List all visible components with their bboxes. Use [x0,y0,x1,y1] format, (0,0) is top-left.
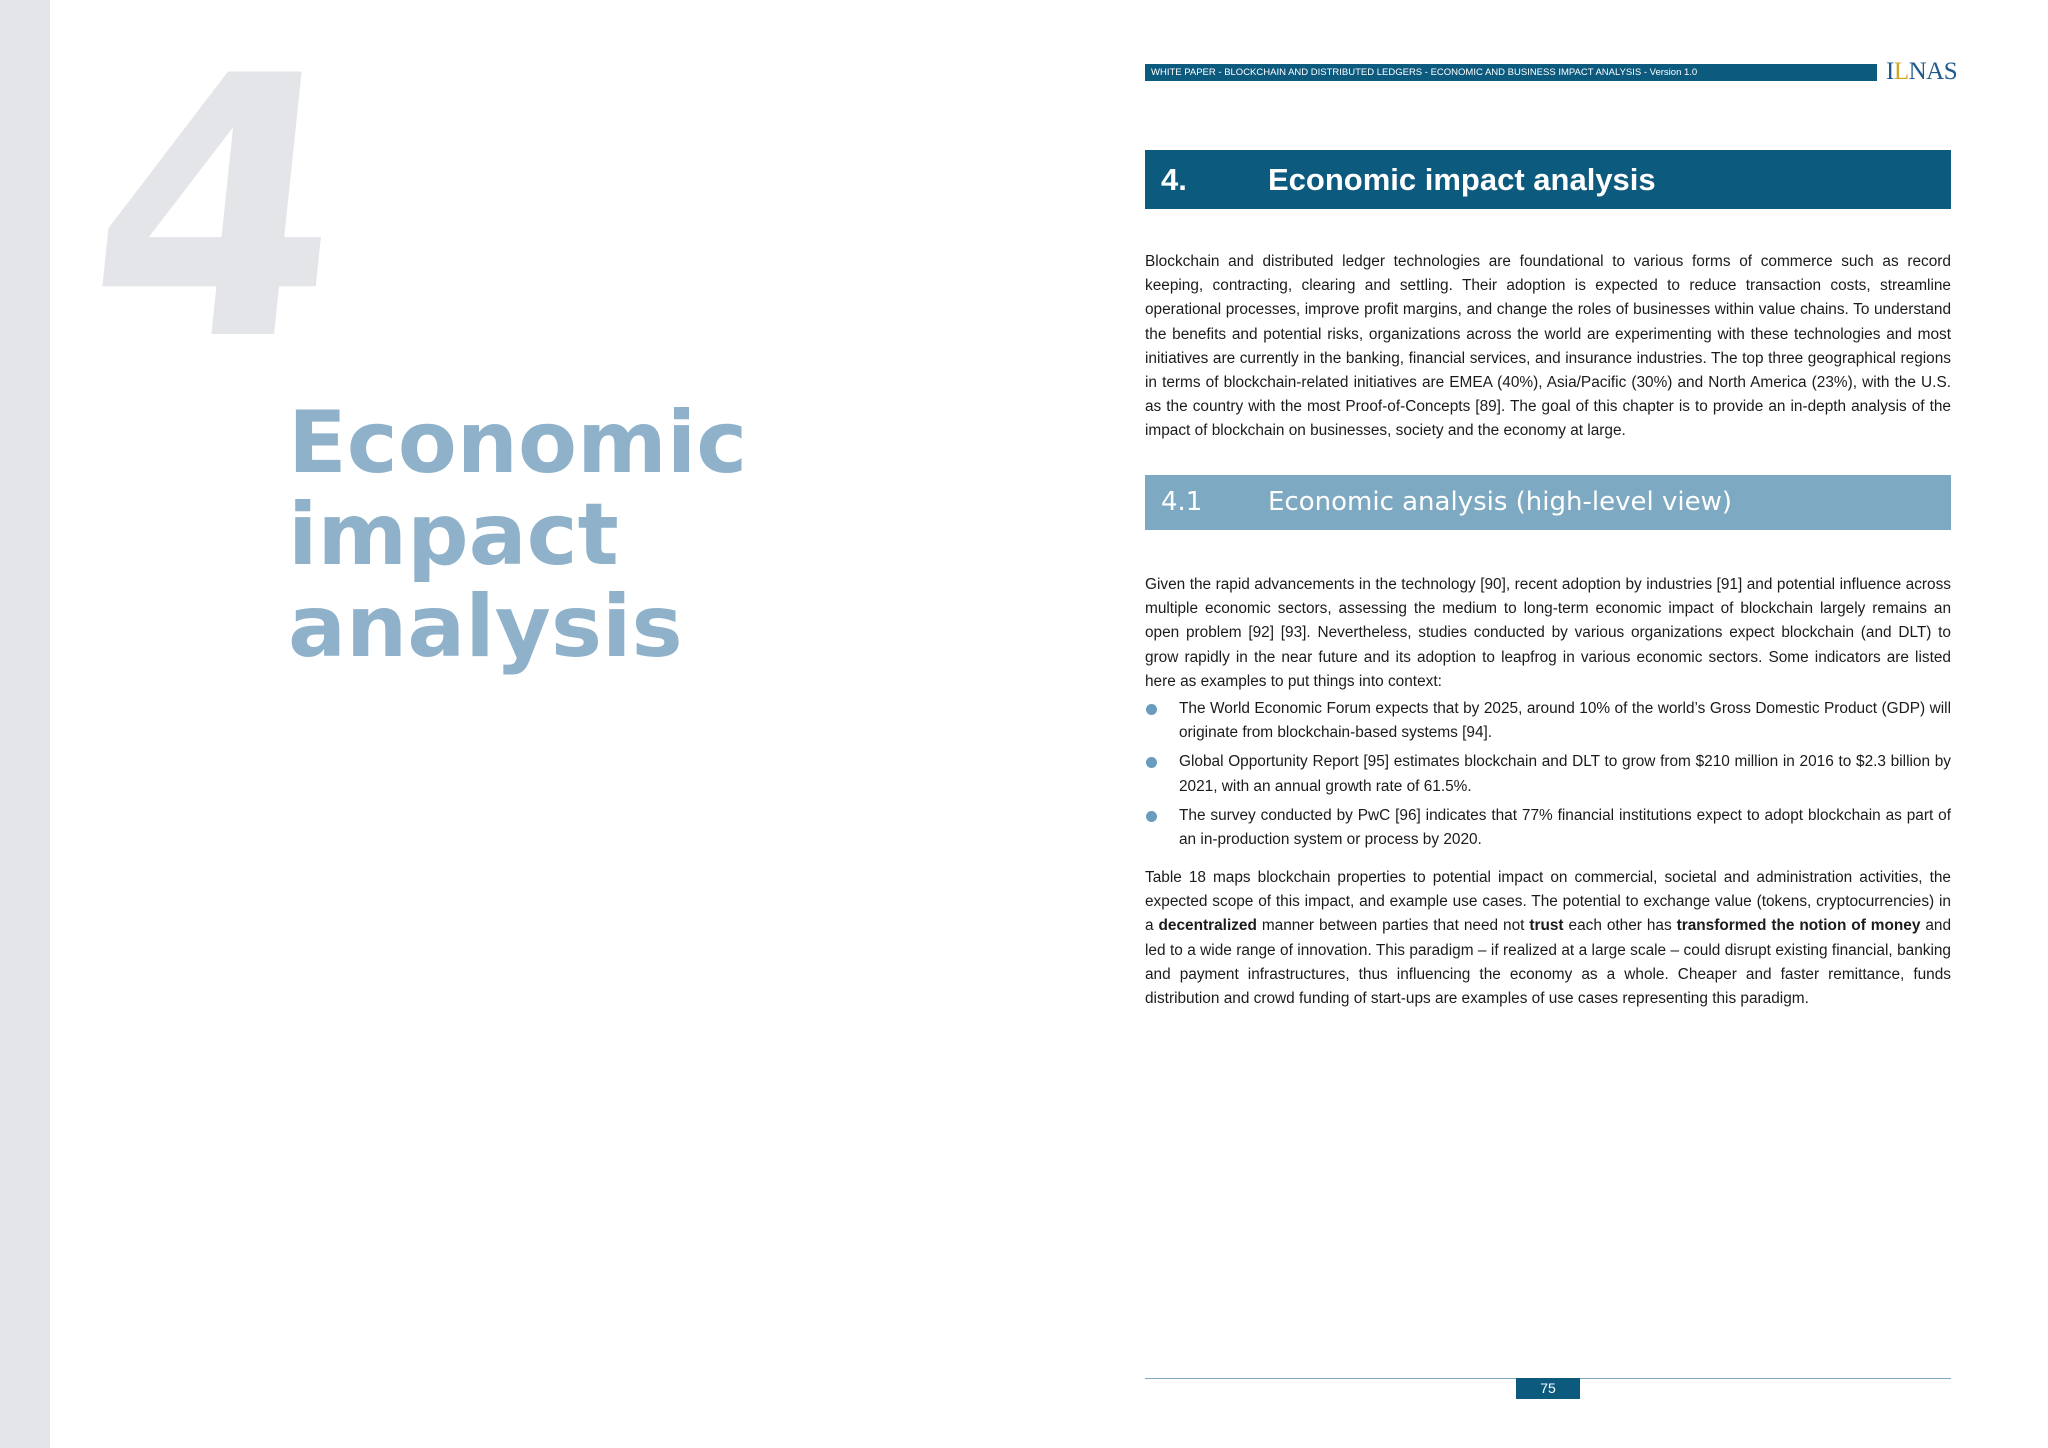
list-item-text: Global Opportunity Report [95] estimates blockchain and DLT to grow from $210 million in 2016 to $2.3 billion by 2021, with an annual growth rate of 61.5%. [1179,753,1951,795]
logo-letters-nas: NAS [1908,58,1958,85]
chapter-number: 4 [72,0,363,419]
para2-text-3: each other has [1563,917,1677,935]
list-item-text: The survey conducted by PwC [96] indicates that 77% financial institutions expect to adopt blockchain as part of an in-production system or process by 2020. [1179,806,1951,849]
bullet-icon [1146,757,1157,768]
bullet-icon [1146,704,1157,715]
running-header: WHITE PAPER - BLOCKCHAIN AND DISTRIBUTED LEDGERS - ECONOMIC AND BUSINESS IMPACT ANALYSIS - Version 1.0 [1145,64,1877,81]
para2-bold-money: transformed the notion of money [1676,917,1921,935]
subsection-paragraph-1: Given the rapid advancements in the technology [90], recent adoption by industries [91] and potential influence across multiple economic sectors, assessing the medium to long-term economic impact of blockchain largely remains an open problem [92] [93]. Nevertheless, studies conducted by various organizations expect blockchain (and DLT) to grow rapidly in the near future and its adoption to leapfrog in various economic sectors. Some indicators are listed here as examples to put things into context: [1145,576,1951,690]
page-number: 75 [1516,1378,1580,1399]
subsection-number: 4.1 [1161,487,1203,517]
ilnas-logo [1886,58,1957,86]
chapter-title-line-1: Economic [288,393,748,493]
section-title: Economic impact analysis [1268,162,1656,197]
para2-bold-trust: trust [1529,917,1564,935]
left-page-edge-strip [0,0,50,1448]
list-item [1145,804,1951,852]
subsection-heading [1145,475,1951,530]
list-item [1145,750,1951,798]
list-item [1145,697,1951,745]
chapter-title-line-3: analysis [288,577,683,677]
chapter-title [288,393,748,677]
logo-letter-l: L [1893,58,1909,85]
para2-bold-decentralized: decentralized [1158,917,1257,935]
bullet-icon [1146,811,1157,822]
logo-letter-i: I [1886,58,1894,85]
indicator-list [1145,697,1951,857]
subsection-title: Economic analysis (high-level view) [1268,487,1732,517]
subsection-paragraph-2 [1145,866,1951,1011]
chapter-title-line-2: impact [288,485,619,585]
para2-text-1: Table 18 maps blockchain properties to potential impact on commercial, societal and administration activities, the expected scope of this impact, and example use cases. The potential to exchange value (tokens, cryptocurrencies) in a [1145,869,1951,935]
intro-paragraph: Blockchain and distributed ledger technologies are foundational to various forms of commerce such as record keeping, contracting, clearing and settling. Their adoption is expected to reduce transaction costs, streamline operational processes, improve profit margins, and change the roles of businesses within value chains. To understand the benefits and potential risks, organizations across the world are experimenting with these technologies and most initiatives are currently in the banking, financial services, and insurance industries. The top three geographical regions in terms of blockchain-related initiatives are EMEA (40%), Asia/Pacific (30%) and North America (23%), with the U.S. as the country with the most Proof-of-Concepts [89]. The goal of this chapter is to provide an in-depth analysis of the impact of blockchain on businesses, society and the economy at large. [1145,253,1951,440]
section-number: 4. [1161,162,1187,197]
section-heading [1145,150,1951,209]
para2-text-4: and led to a wide range of innovation. This paradigm – if realized at a large scale – could disrupt existing financial, banking and payment infrastructures, thus influencing the economy as a whole. Cheaper and faster remittance, funds distribution and crowd funding of start-ups are examples of use cases representing this paradigm. [1145,917,1952,1008]
list-item-text: The World Economic Forum expects that by 2025, around 10% of the world’s Gross Domestic Product (GDP) will originate from blockchain-based systems [94]. [1179,700,1951,742]
para2-text-2: manner between parties that need not [1256,917,1530,935]
